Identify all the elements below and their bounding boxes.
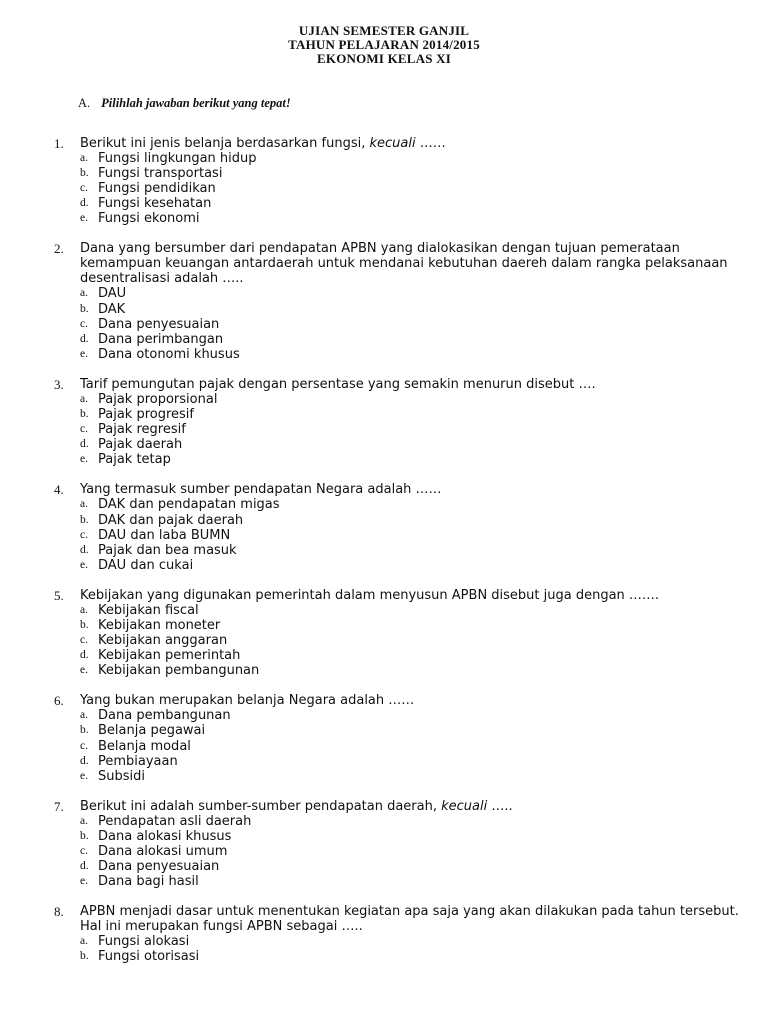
option-letter: a. bbox=[80, 709, 88, 722]
answer-option bbox=[80, 332, 744, 347]
question-row bbox=[54, 904, 744, 934]
option-letter: b. bbox=[80, 513, 89, 526]
answer-option bbox=[80, 814, 744, 829]
question-text bbox=[80, 693, 744, 708]
option-text: Pembiayaan bbox=[98, 753, 178, 769]
question-item bbox=[54, 482, 744, 572]
option-letter: d. bbox=[80, 438, 89, 451]
question-emphasis: kecuali bbox=[369, 136, 416, 151]
answer-options bbox=[80, 934, 744, 964]
answer-option bbox=[80, 603, 744, 618]
option-letter: c. bbox=[80, 182, 88, 195]
option-letter: c. bbox=[80, 739, 88, 752]
option-text: Dana pembangunan bbox=[98, 708, 231, 724]
question-row bbox=[54, 482, 744, 497]
option-letter: c. bbox=[80, 528, 88, 541]
question-item bbox=[54, 799, 744, 889]
section-instruction bbox=[78, 96, 291, 111]
option-letter: a. bbox=[80, 935, 88, 948]
question-item bbox=[54, 136, 744, 226]
option-text: Pajak dan bea masuk bbox=[98, 542, 237, 558]
option-letter: c. bbox=[80, 423, 88, 436]
answer-option bbox=[80, 934, 744, 949]
option-text: Dana penyesuaian bbox=[98, 859, 220, 875]
option-text: Dana otonomi khusus bbox=[98, 346, 240, 362]
question-text bbox=[80, 136, 744, 151]
option-text: DAU dan laba BUMN bbox=[98, 527, 231, 543]
question-emphasis: kecuali bbox=[441, 798, 488, 814]
answer-option bbox=[80, 769, 744, 784]
answer-option bbox=[80, 211, 744, 226]
option-letter: a. bbox=[80, 392, 88, 405]
option-letter: b. bbox=[80, 829, 89, 842]
question-item bbox=[54, 588, 744, 678]
header-line-2: TAHUN PELAJARAN 2014/2015 bbox=[288, 37, 480, 52]
answer-option bbox=[80, 528, 744, 543]
option-letter: d. bbox=[80, 197, 89, 210]
option-letter: d. bbox=[80, 332, 89, 345]
option-text: DAU dan cukai bbox=[98, 557, 194, 573]
answer-option bbox=[80, 874, 744, 889]
question-text bbox=[80, 588, 744, 603]
question-item bbox=[54, 241, 744, 361]
answer-option bbox=[80, 151, 744, 166]
option-text: DAK dan pajak daerah bbox=[98, 512, 244, 528]
question-list bbox=[54, 136, 744, 979]
answer-option bbox=[80, 452, 744, 467]
question-number: 1. bbox=[54, 136, 64, 151]
answer-options bbox=[80, 708, 744, 783]
option-text: Fungsi transportasi bbox=[98, 166, 223, 182]
option-text: Kebijakan anggaran bbox=[98, 633, 228, 649]
option-letter: b. bbox=[80, 302, 89, 315]
option-letter: e. bbox=[80, 453, 88, 466]
answer-option bbox=[80, 407, 744, 422]
question-text-main: Tarif pemungutan pajak dengan persentase yang semakin menurun disebut …. bbox=[80, 376, 596, 392]
answer-option bbox=[80, 844, 744, 859]
question-text-main: Kebijakan yang digunakan pemerintah dalam menyusun APBN disebut juga dengan ……. bbox=[80, 587, 660, 603]
option-letter: b. bbox=[80, 618, 89, 631]
question-number: 6. bbox=[54, 693, 64, 709]
question-number: 5. bbox=[54, 587, 64, 603]
option-letter: c. bbox=[80, 317, 88, 330]
answer-option bbox=[80, 347, 744, 362]
answer-option bbox=[80, 618, 744, 633]
answer-option bbox=[80, 513, 744, 528]
question-text bbox=[80, 799, 744, 814]
option-letter: b. bbox=[80, 724, 89, 737]
answer-option bbox=[80, 286, 744, 301]
option-text: Kebijakan pemerintah bbox=[98, 648, 241, 664]
option-letter: b. bbox=[80, 950, 89, 963]
option-text: Fungsi pendidikan bbox=[98, 181, 216, 197]
option-letter: d. bbox=[80, 754, 89, 767]
option-text: Dana penyesuaian bbox=[98, 316, 220, 332]
answer-option bbox=[80, 181, 744, 196]
option-text: Pajak tetap bbox=[98, 452, 171, 468]
option-text: Kebijakan pembangunan bbox=[98, 663, 260, 679]
option-letter: e. bbox=[80, 558, 88, 571]
question-item bbox=[54, 377, 744, 467]
option-letter: a. bbox=[80, 814, 88, 827]
answer-option bbox=[80, 708, 744, 723]
question-text-main: Yang bukan merupakan belanja Negara adalah …… bbox=[80, 693, 415, 709]
header-line-1: UJIAN SEMESTER GANJIL bbox=[298, 23, 470, 38]
option-text: Pajak regresif bbox=[98, 422, 186, 438]
option-letter: a. bbox=[80, 603, 88, 616]
option-letter: e. bbox=[80, 212, 88, 225]
option-letter: b. bbox=[80, 167, 89, 180]
option-text: Dana alokasi khusus bbox=[98, 828, 232, 844]
question-row bbox=[54, 588, 744, 603]
option-text: Fungsi alokasi bbox=[98, 934, 190, 950]
option-text: Dana perimbangan bbox=[98, 331, 224, 347]
question-number: 2. bbox=[54, 241, 64, 257]
question-text-main: APBN menjadi dasar untuk menentukan kegiatan apa saja yang akan dilakukan pada tahun tersebut. Hal ini merupakan fungsi APBN sebagai ….. bbox=[80, 904, 739, 935]
question-row bbox=[54, 136, 744, 151]
answer-option bbox=[80, 166, 744, 181]
answer-option bbox=[80, 497, 744, 512]
question-number: 8. bbox=[54, 904, 64, 920]
option-letter: e. bbox=[80, 664, 88, 677]
option-letter: c. bbox=[80, 845, 88, 857]
option-text: Dana bagi hasil bbox=[98, 874, 199, 890]
answer-option bbox=[80, 663, 744, 678]
option-text: Fungsi otorisasi bbox=[98, 949, 200, 965]
option-text: Kebijakan fiscal bbox=[98, 602, 199, 618]
question-number: 4. bbox=[54, 482, 64, 498]
answer-options bbox=[80, 814, 744, 889]
question-row bbox=[54, 693, 744, 708]
question-text-main: Berikut ini adalah sumber-sumber pendapatan daerah, bbox=[80, 798, 442, 814]
option-text: DAK bbox=[98, 301, 126, 317]
option-letter: c. bbox=[80, 634, 88, 647]
section-number: A. bbox=[78, 96, 91, 110]
option-letter: e. bbox=[80, 347, 88, 360]
option-letter: d. bbox=[80, 649, 89, 662]
answer-option bbox=[80, 723, 744, 738]
answer-options bbox=[80, 603, 744, 678]
option-text: Pajak daerah bbox=[98, 437, 183, 453]
instruction-text: Pilihlah jawaban berikut yang tepat! bbox=[101, 96, 291, 110]
question-row bbox=[54, 241, 744, 286]
answer-option bbox=[80, 829, 744, 844]
exam-header bbox=[0, 24, 768, 66]
answer-option bbox=[80, 196, 744, 211]
answer-option bbox=[80, 754, 744, 769]
question-text-tail: …… bbox=[415, 136, 446, 151]
option-text: Belanja pegawai bbox=[98, 723, 206, 739]
question-number: 7. bbox=[54, 798, 64, 814]
question-text-main: Yang termasuk sumber pendapatan Negara adalah …… bbox=[80, 482, 442, 498]
option-letter: a. bbox=[80, 498, 88, 511]
option-letter: d. bbox=[80, 543, 89, 556]
header-line-3: EKONOMI KELAS XI bbox=[317, 51, 451, 66]
option-text: Fungsi lingkungan hidup bbox=[98, 151, 257, 166]
answer-option bbox=[80, 648, 744, 663]
option-text: Dana alokasi umum bbox=[98, 844, 228, 859]
answer-option bbox=[80, 302, 744, 317]
answer-option bbox=[80, 859, 744, 874]
option-letter: d. bbox=[80, 860, 89, 873]
option-text: Belanja modal bbox=[98, 738, 191, 754]
question-text bbox=[80, 241, 744, 286]
answer-option bbox=[80, 422, 744, 437]
option-text: DAK dan pendapatan migas bbox=[98, 497, 280, 513]
question-item bbox=[54, 904, 744, 964]
option-text: Pendapatan asli daerah bbox=[98, 813, 252, 829]
option-text: Subsidi bbox=[98, 768, 145, 784]
question-text-main: Berikut ini jenis belanja berdasarkan fungsi, bbox=[80, 136, 370, 151]
answer-options bbox=[80, 151, 744, 226]
answer-option bbox=[80, 949, 744, 964]
option-letter: a. bbox=[80, 152, 88, 164]
option-text: Kebijakan moneter bbox=[98, 617, 221, 633]
answer-option bbox=[80, 543, 744, 558]
question-text bbox=[80, 482, 744, 497]
question-text bbox=[80, 904, 744, 934]
option-text: Fungsi kesehatan bbox=[98, 196, 212, 212]
option-text: Pajak proporsional bbox=[98, 391, 218, 407]
answer-option bbox=[80, 317, 744, 332]
question-text-main: Dana yang bersumber dari pendapatan APBN yang dialokasikan dengan tujuan pemerataan kemampuan keuangan antardaerah untuk mendanai kebutuhan daereh dalam rangka pelaksanaan desentralisasi adalah ….. bbox=[80, 241, 728, 287]
question-row bbox=[54, 377, 744, 392]
answer-options bbox=[80, 497, 744, 572]
option-letter: a. bbox=[80, 287, 88, 300]
question-number: 3. bbox=[54, 376, 64, 392]
answer-option bbox=[80, 558, 744, 573]
answer-options bbox=[80, 392, 744, 467]
answer-option bbox=[80, 739, 744, 754]
answer-option bbox=[80, 437, 744, 452]
answer-option bbox=[80, 392, 744, 407]
option-letter: e. bbox=[80, 875, 88, 888]
question-item bbox=[54, 693, 744, 783]
answer-options bbox=[80, 286, 744, 361]
option-letter: e. bbox=[80, 769, 88, 782]
question-text bbox=[80, 377, 744, 392]
option-text: DAU bbox=[98, 286, 127, 302]
answer-option bbox=[80, 633, 744, 648]
option-text: Pajak progresif bbox=[98, 407, 194, 423]
option-letter: b. bbox=[80, 408, 89, 421]
option-text: Fungsi ekonomi bbox=[98, 211, 200, 227]
question-row bbox=[54, 799, 744, 814]
question-text-tail: ….. bbox=[487, 798, 513, 814]
